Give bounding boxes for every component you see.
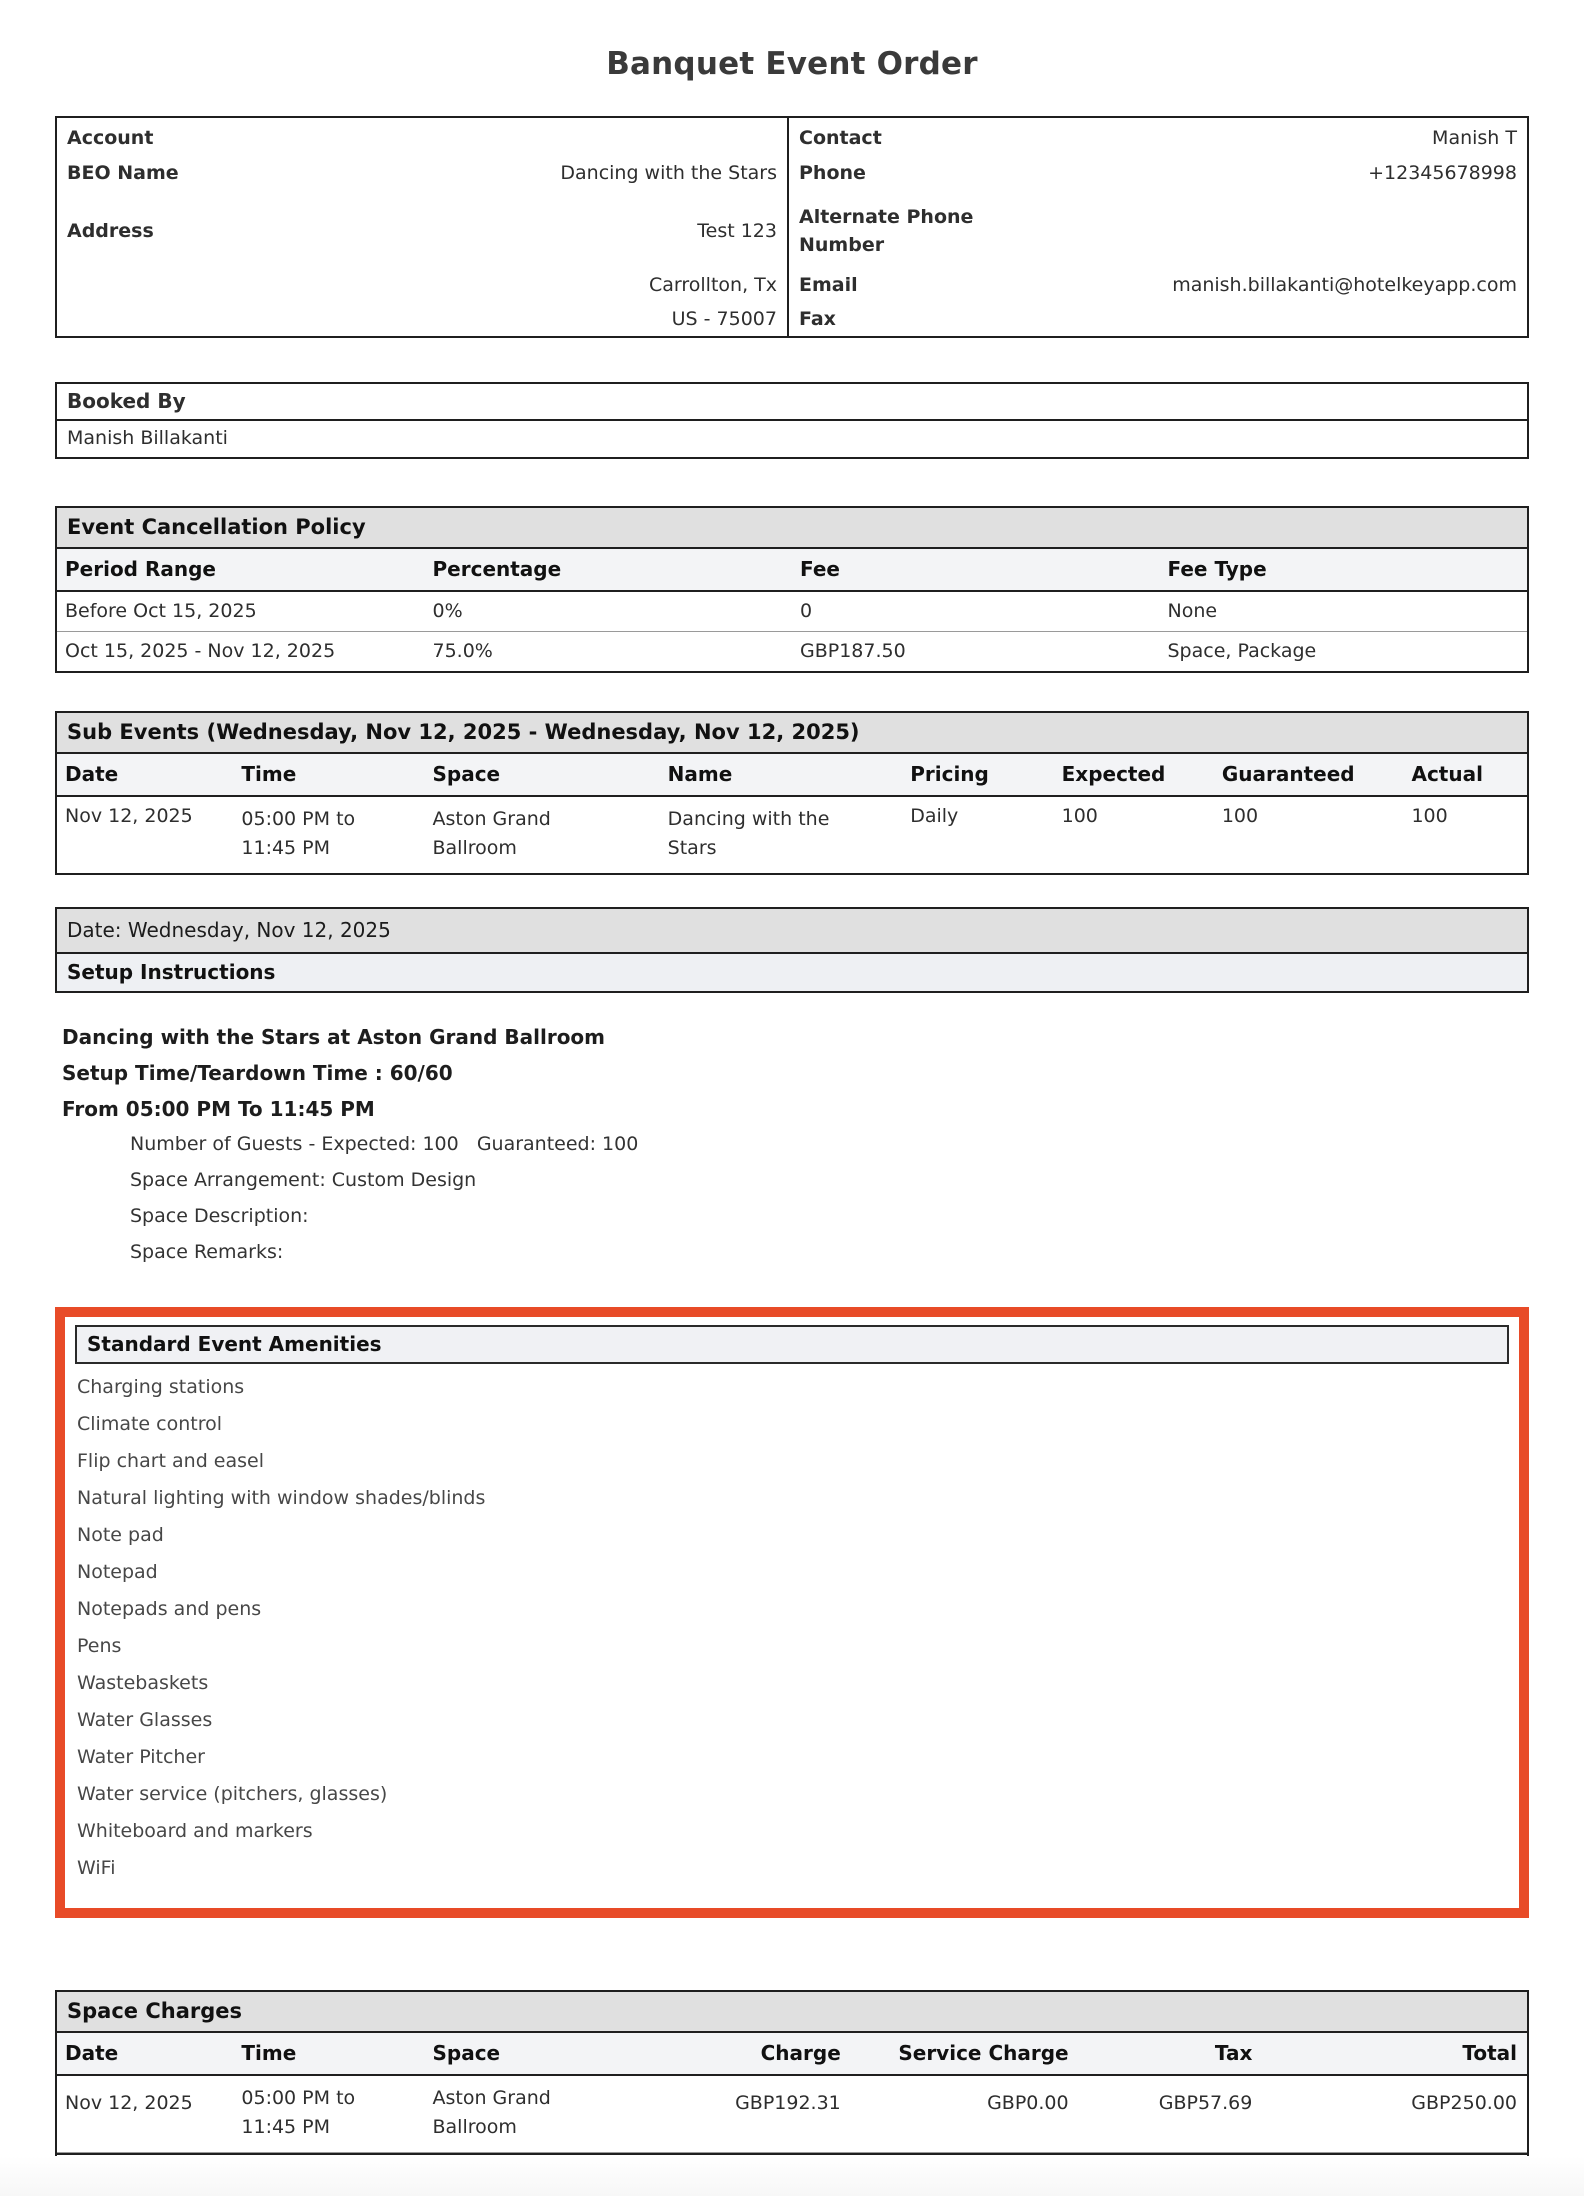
address-line2: Carrollton, Tx xyxy=(648,274,777,296)
space-remarks-line: Space Remarks: xyxy=(130,1240,284,1263)
amenity-item: Wastebaskets xyxy=(77,1671,209,1694)
amenity-item: Notepad xyxy=(77,1560,158,1583)
period-range-value: Before Oct 15, 2025 xyxy=(65,600,257,622)
percentage-value: 75.0% xyxy=(432,640,493,662)
col-time: Time xyxy=(241,2040,297,2065)
beo-name-value: Dancing with the Stars xyxy=(560,162,777,184)
fee-value: 0 xyxy=(800,600,813,622)
account-label: Account xyxy=(67,127,154,149)
amenity-item: Flip chart and easel xyxy=(77,1449,265,1472)
space-arrangement-line: Space Arrangement: Custom Design xyxy=(130,1168,477,1191)
sub-event-row xyxy=(57,797,1527,873)
sub-event-time: 05:00 PM to 11:45 PM xyxy=(241,808,356,860)
col-charge: Charge xyxy=(760,2040,841,2065)
setup-time-range-line: From 05:00 PM To 11:45 PM xyxy=(62,1096,375,1121)
col-service-charge: Service Charge xyxy=(898,2040,1069,2065)
account-contact-table xyxy=(55,116,1529,338)
col-guaranteed: Guaranteed xyxy=(1221,762,1355,786)
space-charge-row xyxy=(57,2076,1527,2153)
amenity-item: Pens xyxy=(77,1634,122,1657)
sub-event-guaranteed: 100 xyxy=(1221,805,1259,827)
charge-date: Nov 12, 2025 xyxy=(65,2091,193,2114)
amenities-header: Standard Event Amenities xyxy=(75,1325,1509,1364)
col-period-range: Period Range xyxy=(65,557,216,581)
col-name: Name xyxy=(667,762,733,786)
beo-name-label: BEO Name xyxy=(67,162,179,184)
email-label: Email xyxy=(799,274,858,296)
col-fee: Fee xyxy=(800,557,840,581)
amenities-highlight-box xyxy=(55,1307,1529,1918)
fax-label: Fax xyxy=(799,308,836,330)
col-actual: Actual xyxy=(1411,762,1483,786)
col-pricing: Pricing xyxy=(910,762,989,786)
cancellation-row xyxy=(57,632,1527,671)
col-fee-type: Fee Type xyxy=(1167,557,1267,581)
phone-row xyxy=(789,154,1527,198)
fee-type-value: None xyxy=(1167,600,1218,622)
sub-events-header: Sub Events (Wednesday, Nov 12, 2025 - Wednesday, Nov 12, 2025) xyxy=(57,713,1527,754)
document-page xyxy=(55,0,1529,2196)
alt-phone-label: Alternate Phone Number xyxy=(799,206,974,256)
address-row2 xyxy=(57,264,787,304)
address-row3 xyxy=(57,304,787,336)
amenity-item: Water Glasses xyxy=(77,1708,213,1731)
col-percentage: Percentage xyxy=(432,557,562,581)
setup-teardown-line: Setup Time/Teardown Time : 60/60 xyxy=(62,1060,453,1085)
address-line1: Test 123 xyxy=(697,220,777,242)
sub-event-date: Nov 12, 2025 xyxy=(65,805,193,827)
space-description-line: Space Description: xyxy=(130,1204,309,1227)
col-tax: Tax xyxy=(1214,2040,1253,2065)
amenity-item: Water service (pitchers, glasses) xyxy=(77,1782,388,1805)
alt-phone-row xyxy=(789,198,1527,264)
page-footer-band xyxy=(0,2156,1584,2196)
cancellation-row xyxy=(57,592,1527,632)
amenity-item: Climate control xyxy=(77,1412,223,1435)
cancellation-policy-header: Event Cancellation Policy xyxy=(57,508,1527,549)
email-row xyxy=(789,264,1527,304)
setup-instructions-block xyxy=(55,1013,1529,1277)
space-charges-column-headers xyxy=(57,2033,1527,2076)
col-date: Date xyxy=(65,762,119,786)
space-charges-header: Space Charges xyxy=(57,1992,1527,2033)
col-date: Date xyxy=(65,2040,119,2065)
charge-space: Aston Grand Ballroom xyxy=(432,2086,551,2139)
percentage-value: 0% xyxy=(432,600,463,622)
setup-event-space-line: Dancing with the Stars at Aston Grand Ballroom xyxy=(62,1024,606,1049)
col-space: Space xyxy=(432,762,501,786)
cancellation-column-headers xyxy=(57,549,1527,592)
booked-by-header: Booked By xyxy=(57,384,1527,421)
fee-type-value: Space, Package xyxy=(1167,640,1317,662)
account-column xyxy=(57,118,787,336)
booked-by-table xyxy=(55,382,1529,459)
booked-by-value: Manish Billakanti xyxy=(67,427,228,449)
period-range-value: Oct 15, 2025 - Nov 12, 2025 xyxy=(65,640,336,662)
cancellation-policy-table xyxy=(55,506,1529,673)
amenity-item: Notepads and pens xyxy=(77,1597,262,1620)
col-space: Space xyxy=(432,2040,501,2065)
email-value: manish.billakanti@hotelkeyapp.com xyxy=(1172,274,1517,296)
sub-event-pricing: Daily xyxy=(910,805,959,827)
sub-events-table xyxy=(55,711,1529,875)
fax-row xyxy=(789,304,1527,336)
amenity-item: Natural lighting with window shades/blinds xyxy=(77,1486,486,1509)
col-time: Time xyxy=(241,762,297,786)
fee-value: GBP187.50 xyxy=(800,640,906,662)
sub-events-column-headers xyxy=(57,754,1527,797)
account-row xyxy=(57,118,787,154)
total-amount: GBP250.00 xyxy=(1411,2091,1517,2114)
charge-amount: GBP192.31 xyxy=(735,2091,841,2114)
amenity-item: Charging stations xyxy=(77,1375,245,1398)
sub-event-expected: 100 xyxy=(1061,805,1098,827)
tax-amount: GBP57.69 xyxy=(1158,2091,1253,2114)
contact-row xyxy=(789,118,1527,154)
contact-value: Manish T xyxy=(1432,127,1517,149)
page-title: Banquet Event Order xyxy=(606,46,978,82)
date-header: Date: Wednesday, Nov 12, 2025 xyxy=(57,909,1527,954)
amenity-item: WiFi xyxy=(77,1856,116,1879)
amenity-item: Water Pitcher xyxy=(77,1745,205,1768)
sub-event-space: Aston Grand Ballroom xyxy=(432,808,551,860)
charge-time: 05:00 PM to 11:45 PM xyxy=(241,2086,356,2139)
sub-event-actual: 100 xyxy=(1411,805,1448,827)
address-row xyxy=(57,198,787,264)
amenity-item: Note pad xyxy=(77,1523,164,1546)
sub-event-name: Dancing with the Stars xyxy=(667,808,830,860)
guests-line: Number of Guests - Expected: 100 Guaranteed: 100 xyxy=(130,1132,639,1155)
col-expected: Expected xyxy=(1061,762,1166,786)
beo-name-row xyxy=(57,154,787,198)
address-line3: US - 75007 xyxy=(671,308,777,330)
contact-label: Contact xyxy=(799,127,882,149)
phone-value: +12345678998 xyxy=(1368,162,1517,184)
contact-column xyxy=(787,118,1527,336)
setup-instructions-header: Setup Instructions xyxy=(57,954,1527,991)
date-setup-box xyxy=(55,907,1529,993)
col-total: Total xyxy=(1462,2040,1517,2065)
phone-label: Phone xyxy=(799,162,866,184)
amenity-item: Whiteboard and markers xyxy=(77,1819,313,1842)
service-charge-amount: GBP0.00 xyxy=(987,2091,1069,2114)
address-label: Address xyxy=(67,220,154,242)
